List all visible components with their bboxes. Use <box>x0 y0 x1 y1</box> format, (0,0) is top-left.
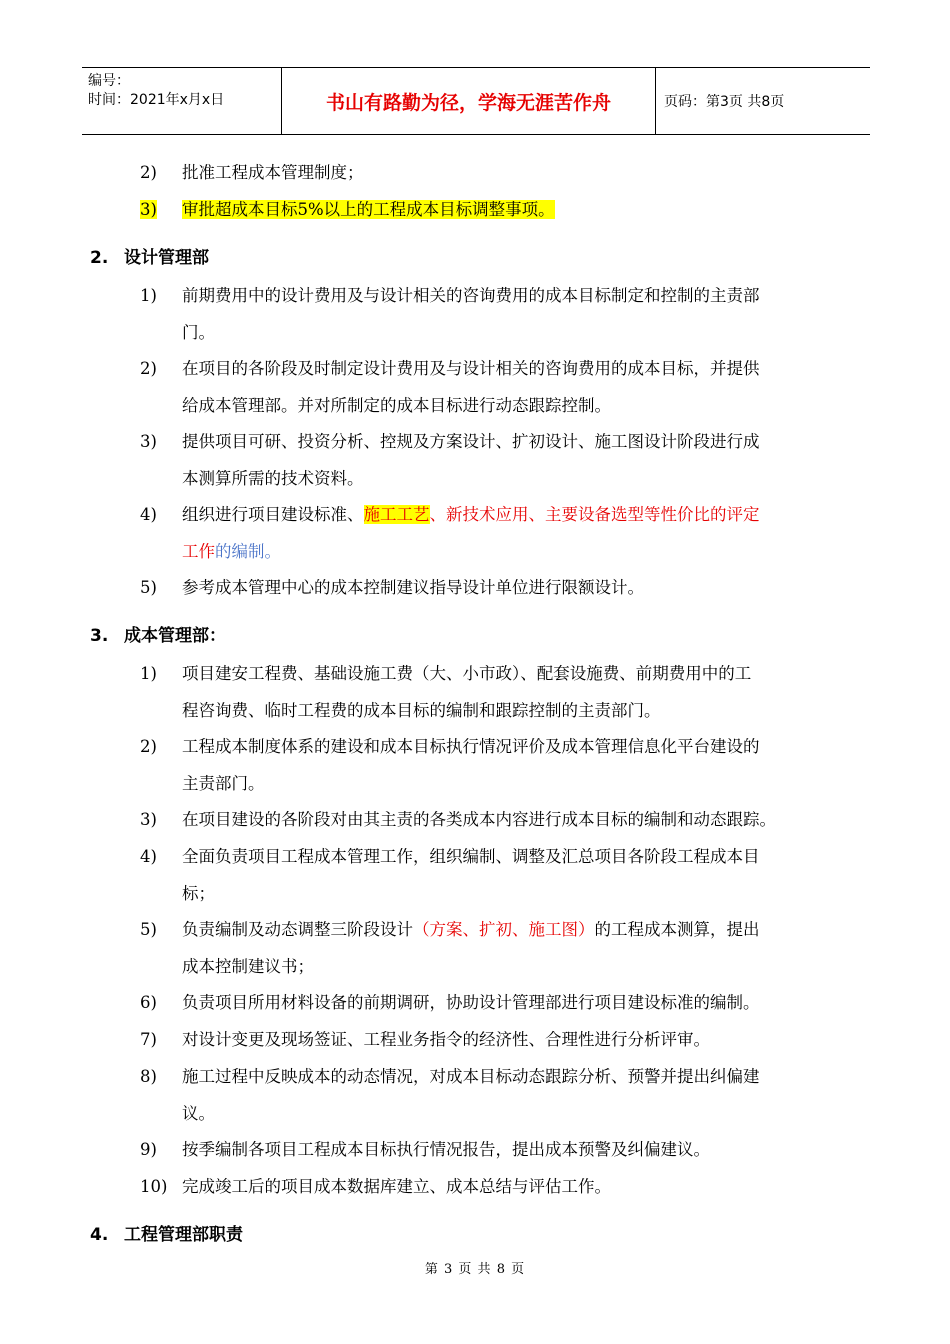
item-text: 按季编制各项目工程成本目标执行情况报告，提出成本预警及纠偏建议。 <box>182 1140 710 1159</box>
item-text: 审批超成本目标5%以上的工程成本目标调整事项。 <box>182 200 555 219</box>
item-text: 在项目建设的各阶段对由其主责的各类成本内容进行成本目标的编制和动态跟踪。 <box>182 810 776 829</box>
item-text: 完成竣工后的项目成本数据库建立、成本总结与评估工作。 <box>182 1177 611 1196</box>
item-text: 全面负责项目工程成本管理工作，组织编制、调整及汇总项目各阶段工程成本目 标； <box>182 847 760 903</box>
section-number: 2. <box>90 248 109 268</box>
section-title: 工程管理部职责 <box>124 1225 243 1245</box>
item-number: 2) <box>140 737 157 756</box>
page-header <box>82 67 870 135</box>
item-number: 10) <box>140 1177 168 1196</box>
item-number: 4) <box>140 847 157 866</box>
item-number: 9) <box>140 1140 157 1159</box>
header-meta <box>82 68 282 134</box>
item-number: 3) <box>140 810 157 829</box>
item-text: 工程成本制度体系的建设和成本目标执行情况评价及成本管理信息化平台建设的 主责部门。 <box>182 737 760 793</box>
section-title: 成本管理部： <box>124 626 226 646</box>
item-text: 施工过程中反映成本的动态情况，对成本目标动态跟踪分析、预警并提出纠偏建 议。 <box>182 1067 760 1123</box>
item-text: 批准工程成本管理制度； <box>182 163 364 182</box>
section-heading <box>90 618 226 654</box>
item-number: 2) <box>140 359 157 378</box>
section-heading <box>90 240 209 276</box>
item-text: 组织进行项目建设标准、施工工艺、新技术应用、主要设备选型等性价比的评定 工作的编制。 <box>182 505 760 561</box>
item-number: 5) <box>140 920 157 939</box>
item-text: 提供项目可研、投资分析、控规及方案设计、扩初设计、施工图设计阶段进行成 本测算所需的技术资料。 <box>182 432 760 488</box>
item-number: 5) <box>140 578 157 597</box>
header-number: 编号： <box>88 73 130 89</box>
item-number: 8) <box>140 1067 157 1086</box>
item-text: 在项目的各阶段及时制定设计费用及与设计相关的咨询费用的成本目标，并提供 给成本管理部。并对所制定的成本目标进行动态跟踪控制。 <box>182 359 760 415</box>
header-motto: 书山有路勤为径，学海无涯苦作舟 <box>282 68 656 134</box>
section-title: 设计管理部 <box>124 248 209 268</box>
item-text: 项目建安工程费、基础设施工费（大、小市政）、配套设施费、前期费用中的工 程咨询费、临时工程费的成本目标的编制和跟踪控制的主责部门。 <box>182 664 752 720</box>
item-number: 6) <box>140 993 157 1012</box>
item-number: 4) <box>140 505 157 524</box>
item-number: 1) <box>140 664 157 683</box>
item-number: 3) <box>140 432 157 451</box>
item-text: 负责项目所用材料设备的前期调研，协助设计管理部进行项目建设标准的编制。 <box>182 993 760 1012</box>
item-text: 前期费用中的设计费用及与设计相关的咨询费用的成本目标制定和控制的主责部 门。 <box>182 286 760 342</box>
item-number: 2) <box>140 163 157 182</box>
item-text: 参考成本管理中心的成本控制建议指导设计单位进行限额设计。 <box>182 578 644 597</box>
item-number: 7) <box>140 1030 157 1049</box>
header-date: 时间：2021年x月x日 <box>88 92 225 108</box>
header-page-info: 页码：第3页 共8页 <box>664 94 785 110</box>
section-number: 4. <box>90 1225 109 1245</box>
item-text: 对设计变更及现场签证、工程业务指令的经济性、合理性进行分析评审。 <box>182 1030 710 1049</box>
section-heading <box>90 1217 243 1253</box>
item-number: 3) <box>140 200 157 219</box>
section-number: 3. <box>90 626 109 646</box>
page-footer: 第 3 页 共 8 页 <box>424 1262 526 1277</box>
item-number: 1) <box>140 286 157 305</box>
item-text: 负责编制及动态调整三阶段设计（方案、扩初、施工图）的工程成本测算，提出 成本控制建议书； <box>182 920 760 976</box>
